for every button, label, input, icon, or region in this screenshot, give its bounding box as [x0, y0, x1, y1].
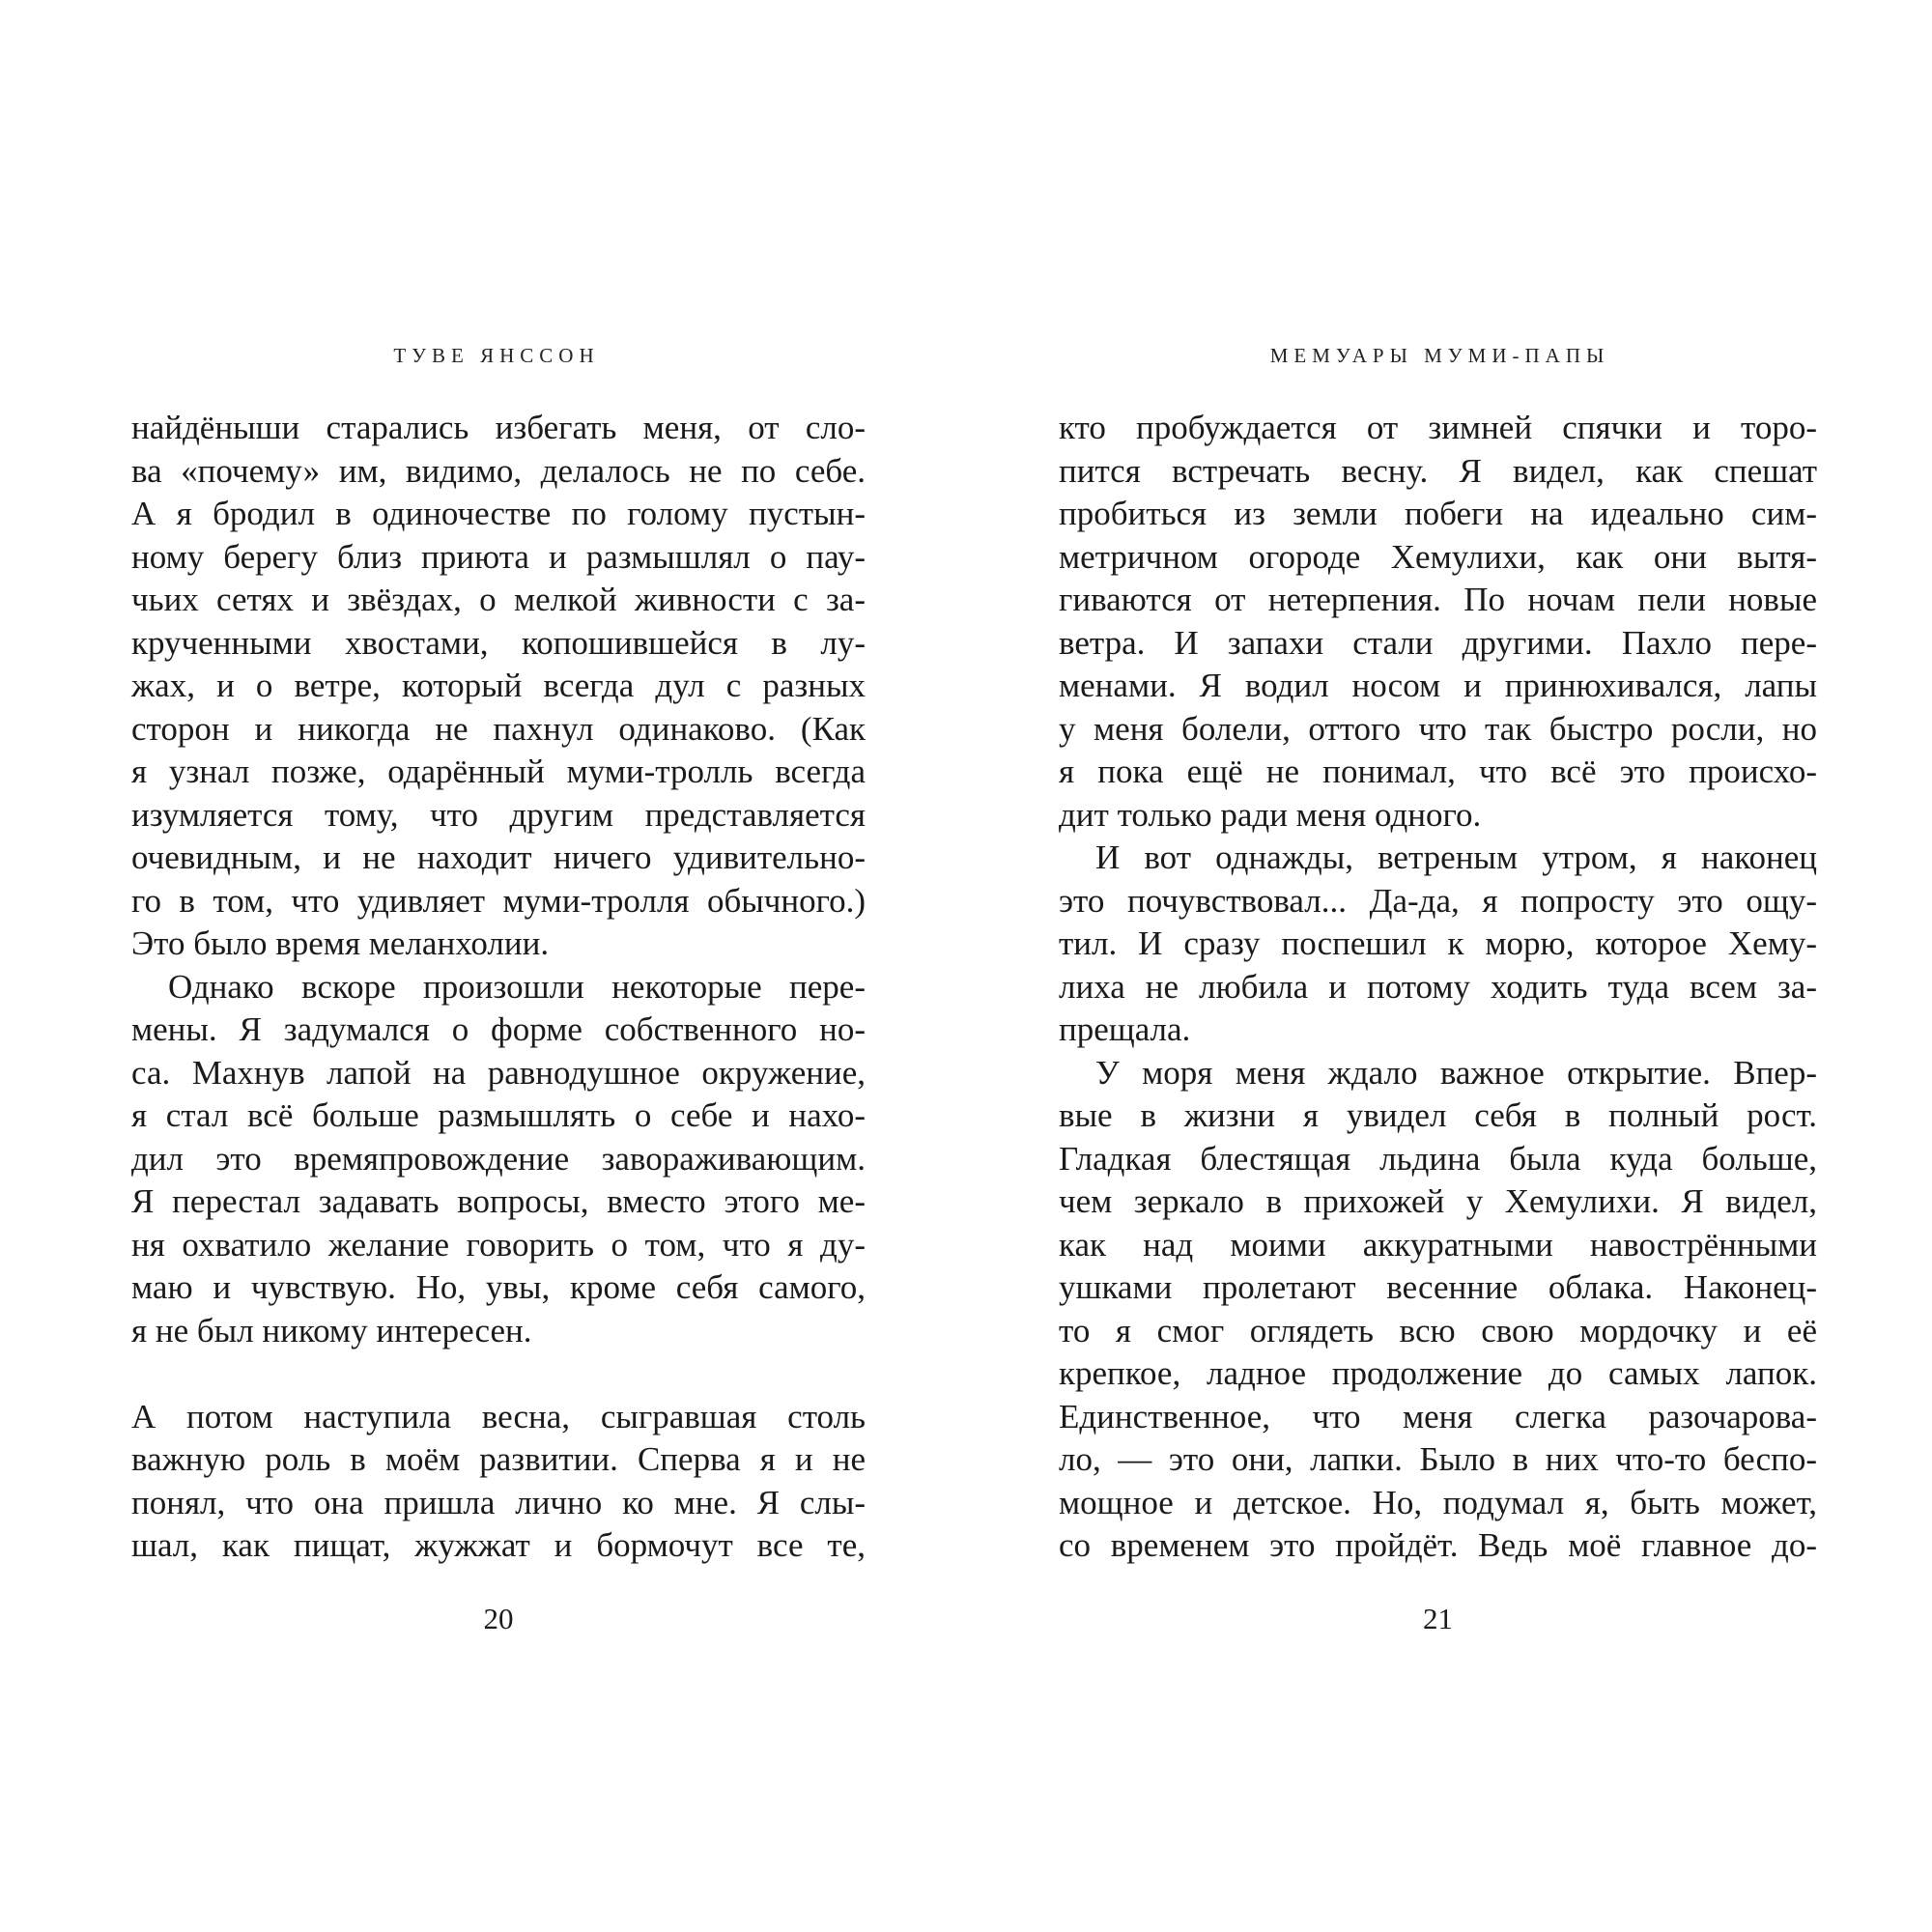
text-line: то я смог оглядеть всю свою мордочку и её: [1059, 1311, 1817, 1350]
body-text: [1059, 407, 1817, 1568]
text-line: Я перестал задавать вопросы, вместо этого ме-: [131, 1182, 866, 1220]
text-line: жах, и о ветре, который всегда дул с разных: [131, 667, 866, 704]
text-line: ло, — это они, лапки. Было в них что-то беспо-: [1059, 1440, 1817, 1478]
page-number: 20: [483, 1602, 514, 1635]
right-page: [966, 0, 1932, 1932]
text-line: сторон и никогда не пахнул одинаково. (Как: [131, 709, 866, 748]
paragraph-gap: [131, 1352, 866, 1396]
running-head-title: МЕМУАРЫ МУМИ-ПАПЫ: [1269, 344, 1610, 367]
text-line: изумляется тому, что другим представляется: [131, 795, 866, 834]
text-line: дил это времяпровождение завораживающим.: [131, 1139, 866, 1178]
text-line: я пока ещё не понимал, что всё это происхо-: [1059, 753, 1817, 790]
text-line: ушками пролетают весенние облака. Наконец-: [1059, 1268, 1817, 1306]
text-line: ному берегу близ приюта и размышлял о пау-: [131, 537, 866, 576]
text-line: тил. И сразу поспешил к морю, которое Хему-: [1059, 924, 1817, 962]
text-line: шал, как пищат, жужжат и бормочут все те,: [131, 1526, 866, 1564]
text-line: ва «почему» им, видимо, делалось не по себе.: [131, 451, 866, 490]
text-line: метричном огороде Хемулихи, как они вытя-: [1059, 537, 1817, 576]
text-line: чем зеркало в прихожей у Хемулихи. Я видел,: [1059, 1182, 1817, 1220]
text-line: дит только ради меня одного.: [1059, 795, 1482, 834]
text-line: А потом наступила весна, сыгравшая столь: [131, 1397, 866, 1435]
text-line: У моря меня ждало важное открытие. Впер-: [1095, 1053, 1817, 1092]
text-line: Это было время меланхолии.: [131, 924, 550, 962]
text-line: найдёныши старались избегать меня, от сло-: [131, 409, 866, 446]
text-line: чьих сетях и звёздах, о мелкой живности с за-: [131, 581, 866, 618]
page-number: 21: [1423, 1602, 1453, 1635]
body-text: [131, 407, 866, 1568]
text-line: пится встречать весну. Я видел, как спешат: [1059, 451, 1817, 490]
text-line: я узнал позже, одарённый муми-тролль всегда: [131, 753, 866, 790]
text-line: го в том, что удивляет муми-тролля обычного.): [131, 881, 866, 920]
text-line: Гладкая блестящая льдина была куда больше,: [1059, 1139, 1817, 1178]
running-head-author: ТУВЕ ЯНССОН: [393, 344, 600, 367]
text-line: у меня болели, оттого что так быстро росли, но: [1059, 709, 1817, 748]
text-line: я не был никому интересен.: [131, 1311, 532, 1350]
text-line: са. Махнув лапой на равнодушное окружение,: [131, 1053, 866, 1092]
text-line: ветра. И запахи стали другими. Пахло пере-: [1059, 623, 1817, 662]
text-line: ня охватило желание говорить о том, что я ду-: [131, 1225, 866, 1264]
text-line: понял, что она пришла лично ко мне. Я слы-: [131, 1483, 866, 1521]
text-line: гиваются от нетерпения. По ночам пели новые: [1059, 581, 1817, 618]
text-line: пробиться из земли побеги на идеально сим-: [1059, 495, 1817, 532]
text-line: вые в жизни я увидел себя в полный рост.: [1059, 1096, 1817, 1134]
text-line: это почувствовал... Да-да, я попросту это ощу-: [1059, 881, 1817, 920]
text-line: Единственное, что меня слегка разочарова-: [1059, 1397, 1817, 1435]
text-line: менами. Я водил носом и принюхивался, лапы: [1059, 667, 1817, 704]
text-line: со временем это пройдёт. Ведь моё главное до-: [1059, 1526, 1817, 1564]
text-line: мены. Я задумался о форме собственного но-: [131, 1010, 866, 1048]
text-line: крученными хвостами, копошившейся в лу-: [131, 623, 866, 662]
text-line: крепкое, ладное продолжение до самых лапок.: [1059, 1354, 1817, 1392]
text-line: Однако вскоре произошли некоторые пере-: [168, 967, 866, 1006]
text-line: я стал всё больше размышлять о себе и нахо-: [131, 1096, 866, 1134]
text-line: прещала.: [1059, 1010, 1191, 1048]
text-line: кто пробуждается от зимней спячки и торо-: [1059, 409, 1817, 446]
text-line: маю и чувствую. Но, увы, кроме себя самого,: [131, 1268, 866, 1306]
text-line: А я бродил в одиночестве по голому пустын-: [131, 495, 866, 532]
text-line: И вот однажды, ветреным утром, я наконец: [1095, 838, 1817, 876]
text-line: очевидным, и не находит ничего удивительно-: [131, 838, 866, 876]
text-line: важную роль в моём развитии. Сперва я и не: [131, 1440, 866, 1478]
text-line: лиха не любила и потому ходить туда всем за-: [1059, 967, 1817, 1006]
text-line: как над моими аккуратными навострёнными: [1059, 1225, 1817, 1264]
text-line: мощное и детское. Но, подумал я, быть может,: [1059, 1483, 1817, 1521]
